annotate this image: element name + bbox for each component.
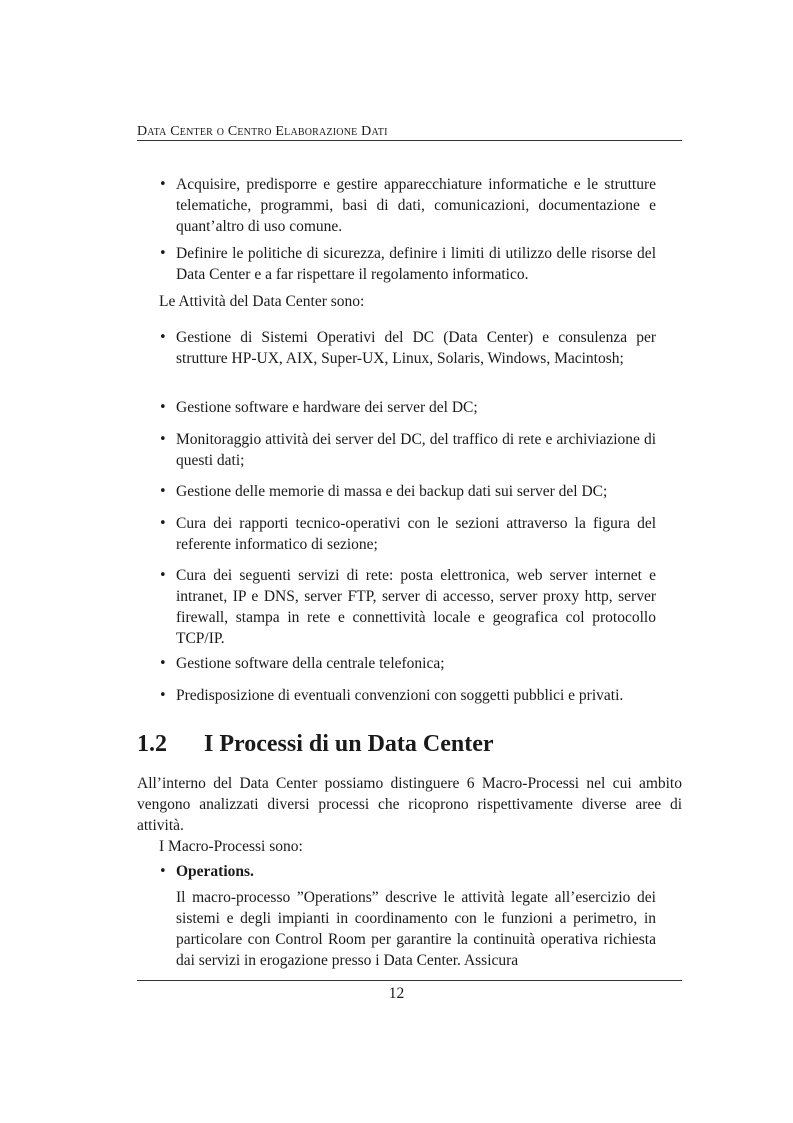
list-item: Monitoraggio attività dei server del DC, del traffico di rete e archiviazione di questi dati;	[176, 431, 656, 469]
list-item: Gestione di Sistemi Operativi del DC (Data Center) e consulenza per strutture HP-UX, AIX, Super-UX, Linux, Solaris, Windows, Macintosh;	[176, 329, 656, 367]
bullet-icon: •	[159, 177, 167, 192]
list-item: Cura dei seguenti servizi di rete: posta elettronica, web server internet e intranet, IP e DNS, server FTP, server di accesso, server proxy http, server firewall, stampa in rete e connettività locale e geografica col protocollo TCP/IP.	[176, 567, 656, 647]
list-item: Acquisire, predisporre e gestire apparecchiature informatiche e le strutture telematiche, programmi, basi di dati, comunicazioni, documentazione e quant’altro di uso comune.	[176, 176, 656, 235]
list-item: Definire le politiche di sicurezza, definire i limiti di utilizzo delle risorse del Data Center e a far rispettare il regolamento informatico.	[176, 245, 656, 283]
bullet-icon: •	[159, 400, 167, 415]
bullet-icon: •	[159, 432, 167, 447]
section-title: I Processi di un Data Center	[204, 731, 494, 757]
section-number: 1.2	[137, 731, 167, 757]
bullet-icon: •	[159, 688, 167, 703]
section-paragraph: All’interno del Data Center possiamo distinguere 6 Macro-Processi nel cui ambito vengono analizzati diversi processi che ricoprono rispettivamente diverse aree di attività.	[137, 775, 682, 834]
list-item: Gestione delle memorie di massa e dei backup dati sui server del DC;	[176, 483, 608, 500]
footer-rule	[137, 980, 682, 981]
list-item: Gestione software della centrale telefonica;	[176, 655, 445, 672]
list-item: Predisposizione di eventuali convenzioni con soggetti pubblici e privati.	[176, 687, 624, 704]
bullet-icon: •	[159, 246, 167, 261]
bullet-icon: •	[159, 330, 167, 345]
activities-intro: Le Attività del Data Center sono:	[159, 293, 365, 310]
bullet-icon: •	[159, 656, 167, 671]
list-item: Cura dei rapporti tecnico-operativi con le sezioni attraverso la figura del referente informatico di sezione;	[176, 515, 656, 553]
bullet-icon: •	[159, 864, 167, 879]
bullet-icon: •	[159, 484, 167, 499]
running-header: Data Center o Centro Elaborazione Dati	[137, 124, 388, 139]
macro-item-title: Operations.	[176, 863, 254, 880]
bullet-icon: •	[159, 568, 167, 583]
header-rule	[137, 140, 682, 141]
bullet-icon: •	[159, 516, 167, 531]
list-item: Gestione software e hardware dei server del DC;	[176, 399, 478, 416]
page-number: 12	[388, 985, 405, 1002]
macro-item-text: Il macro-processo ”Operations” descrive le attività legate all’esercizio dei sistemi e degli impianti in coordinamento con le funzioni a perimetro, in particolare con Control Room per garantire la continuità operativa richiesta dai servizi in erogazione presso i Data Center. Assicura	[176, 889, 656, 969]
macro-intro: I Macro-Processi sono:	[159, 838, 303, 855]
